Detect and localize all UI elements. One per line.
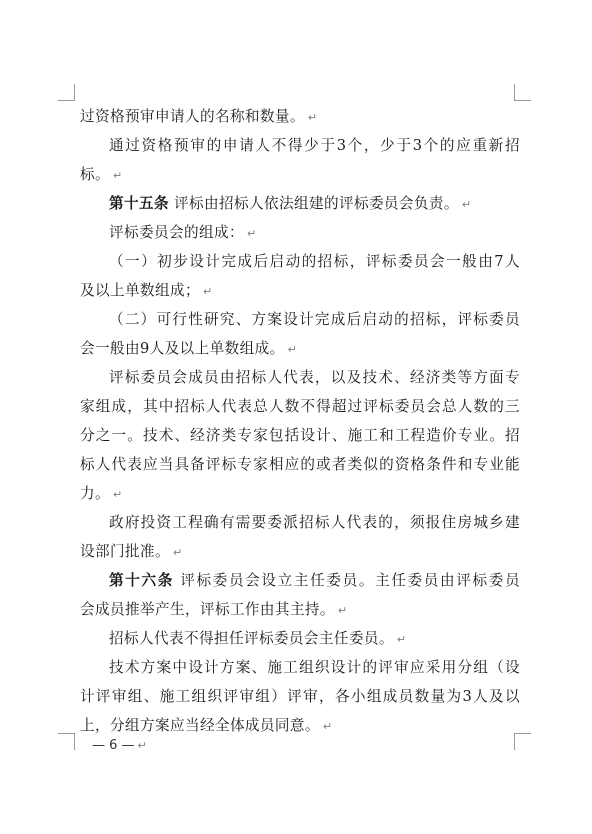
text-line: 设部门批准。 ↵ [80, 543, 183, 560]
text-line: 计评审组、施工组织评审组）评审，各小组成员数量为3人及以 [80, 688, 520, 705]
text-line: 力。 ↵ [80, 485, 123, 502]
article-number: 第十五条 [109, 195, 169, 212]
article-heading-line: 第十五条 评标由招标人依法组建的评标委员会负责。 ↵ [109, 195, 472, 212]
paragraph-mark-icon: ↵ [113, 169, 123, 182]
article-heading-line: 第十六条 评标委员会设立主任委员。主任委员由评标委员 [109, 572, 520, 589]
text-line: 标人代表应当具备评标专家相应的或者类似的资格条件和专业能 [80, 456, 520, 473]
paragraph-mark-icon: ↵ [461, 198, 472, 211]
paragraph-mark-icon: ↵ [137, 739, 147, 752]
top-right-crop-mark [514, 84, 531, 101]
text-line: 及以上单数组成； ↵ [80, 282, 213, 299]
text-line: 评标委员会的组成： ↵ [109, 224, 257, 241]
paragraph-mark-icon: ↵ [202, 285, 213, 298]
article-number: 第十六条 [109, 572, 174, 589]
text-line: 会成员推举产生，评标工作由其主持。 ↵ [80, 601, 348, 618]
paragraph-mark-icon: ↵ [172, 546, 183, 559]
paragraph-mark-icon: ↵ [307, 111, 318, 124]
text-line: 评标委员会成员由招标人代表，以及技术、经济类等方面专 [109, 369, 520, 386]
paragraph-mark-icon: ↵ [337, 604, 348, 617]
text-line: 技术方案中设计方案、施工组织设计的评审应采用分组（设 [109, 659, 520, 676]
text-line: 标。 ↵ [80, 166, 123, 183]
text-line: （一）初步设计完成后启动的招标，评标委员会一般由7人 [109, 253, 520, 270]
text-line: 过资格预审申请人的名称和数量。 ↵ [80, 108, 318, 125]
text-line: 上，分组方案应当经全体成员同意。 ↵ [80, 717, 333, 734]
text-line: 招标人代表不得担任评标委员会主任委员。 ↵ [109, 630, 407, 647]
text-line: 家组成，其中招标人代表总人数不得超过评标委员会总人数的三 [80, 398, 520, 415]
paragraph-mark-icon: ↵ [246, 227, 257, 240]
text-line: 政府投资工程确有需要委派招标人代表的，须报住房城乡建 [109, 514, 520, 531]
top-left-crop-mark [58, 84, 75, 101]
bottom-right-crop-mark [514, 733, 531, 750]
text-line: 通过资格预审的申请人不得少于3个，少于3个的应重新招 [109, 137, 520, 154]
paragraph-mark-icon: ↵ [287, 343, 298, 356]
paragraph-mark-icon: ↵ [113, 488, 123, 501]
paragraph-mark-icon: ↵ [322, 720, 333, 733]
text-line: （二）可行性研究、方案设计完成后启动的招标，评标委员 [109, 311, 520, 328]
paragraph-mark-icon: ↵ [396, 633, 407, 646]
bottom-left-crop-mark [58, 733, 75, 750]
text-line: 会一般由9人及以上单数组成。 ↵ [80, 340, 298, 357]
text-line: 分之一。技术、经济类专家包括设计、施工和工程造价专业。招 [80, 427, 520, 444]
page-number: — 6 — ↵ [92, 738, 147, 753]
